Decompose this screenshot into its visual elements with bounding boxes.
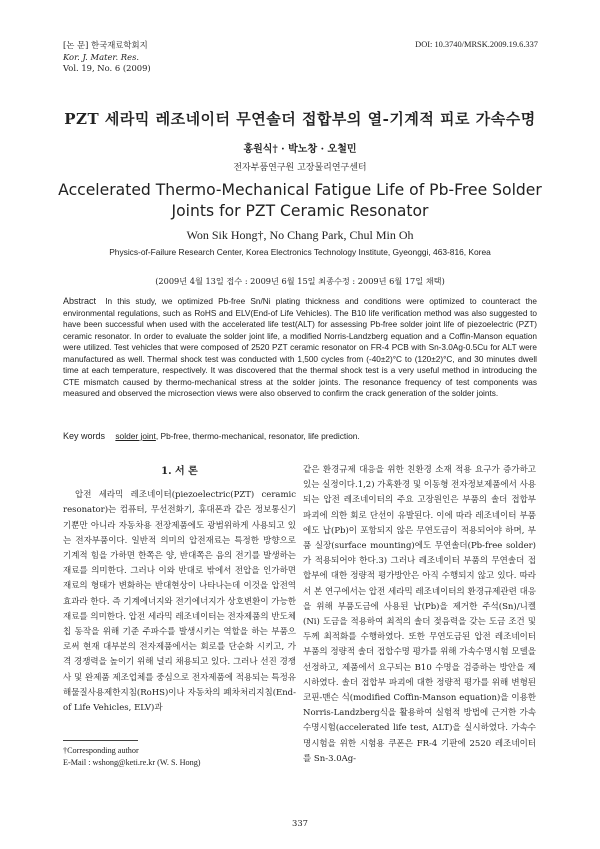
- title-english: Accelerated Thermo-Mechanical Fatigue Life of Pb-Free Solder Joints for PZT Ceramic Resonator: [58, 181, 542, 220]
- body-paragraph-right: 같은 환경규제 대응을 위한 친환경 소재 적용 요구가 증가하고 있는 실정이다.1,2) 가혹환경 및 이동형 전자정보제품에서 사용되는 압전 레조네이터의 주요 고장원인은 부품의 솔더 접합부 파괴에 의한 회로 단선이 유발된다. 이에 따라 레조네이터 부품에도 납(Pb)이 포함되지 않은 무연도금이 적용되어야 하며, 부품 실장(surface mounting)에도 무연솔더(Pb-free solder)가 적용되어야 한다.3) 그러나 레조네이터 부품의 무연솔더 접합부에 대한 정량적 평가방안은 아직 수행되지 않고 있다. 따라서 본 연구에서는 압전 세라믹 레조네이터의 환경규제관련 대응을 위해 부품도금에 사용된 납(Pb)을 제거한 주석(Sn)/니켈(Ni) 도금을 적용하여 최적의 솔더 젖음력을 갖는 도금 조건 및 두께 최적화를 수행하였다. 또한 무연도금된 압전 레조네이터 부품의 정량적 솔더 접합수명 평가를 위해 가속수명시험 모델을 선정하고, 제품에서 요구되는 B10 수명을 검증하는 방안을 제시하였다. 솔더 접합부 파괴에 대한 정량적 평가를 위해 변형된 코핀-맨슨 식(modified Coffin-Manson equation)을 이용한 Norris-Landzberg식을 활용하여 실험적 방법에 근거한 가속수명시험(accelerated life test, ALT)을 실시하였다. 가속수명시험을 위한 시험용 쿠폰은 FR-4 기판에 2520 레조네이터를 Sn-3.0Ag-: [303, 465, 536, 764]
- affiliation-english: Physics-of-Failure Research Center, Korea Electronics Technology Institute, Gyeonggi, 463-816, Korea: [109, 247, 491, 257]
- title-korean: PZT 세라믹 레조네이터 무연솔더 접합부의 열-기계적 피로 가속수명: [64, 110, 536, 128]
- authors-english: Won Sik Hong†, No Chang Park, Chul Min Oh: [186, 228, 414, 242]
- left-column: [63, 460, 296, 716]
- journal-volume: Vol. 19, No. 6 (2009): [63, 63, 151, 73]
- keywords-list: , Pb-free, thermo-mechanical, resonator, life prediction.: [155, 431, 360, 441]
- keywords-label: Key words: [63, 431, 106, 441]
- right-column: [303, 463, 536, 767]
- page-number: 337: [292, 818, 308, 828]
- submission-dates: (2009년 4월 13일 접수 : 2009년 6월 15일 최종수정 : 2009년 6월 17일 채택): [155, 276, 445, 286]
- author-email: E-Mail : wshong@keti.re.kr (W. S. Hong): [63, 758, 201, 767]
- affiliation-korean: 전자부품연구원 고장물리연구센터: [233, 163, 367, 173]
- keywords: [63, 431, 537, 441]
- journal-header: [63, 40, 151, 75]
- footnote: [63, 745, 296, 769]
- abstract-text: In this study, we optimized Pb-free Sn/Ni plating thickness and conditions were optimized to counteract the environmental regulations, such as RoHS and ELV(End-of Life Vehicles). The B10 life verification method was also suggested to have been successful when used with the accelerated life test(ALT) for assessing Pb-free solder joint life of piezoelectric (PZT) ceramic resonator. In order to evaluate the solder joint life, a modified Norris-Landzberg equation and a Coffin-Manson equation were utilized. Test vehicles that were composed of 2520 PZT ceramic resonator on FR-4 PCB with Sn-3.0Ag-0.5Cu for ALT were manufactured as well. Thermal shock test was conducted with 1,500 cycles from (-40±2)°C to (120±2)°C, and 30 minutes dwell time at each temperature, respectively. It was discovered that the thermal shock test is a very useful method in introducing the CTE mismatch caused by thermo-mechanical stress at the solder joints. The resonance frequency of test components was measured and observed the microsection views were also observed to confirm the crack generation of the solder joints.: [63, 297, 537, 398]
- abstract-label: Abstract: [63, 296, 97, 306]
- journal-name-en: Kor. J. Mater. Res.: [63, 51, 140, 62]
- corresponding-author: †Corresponding author: [63, 746, 139, 755]
- section-title: 1. 서 론: [161, 466, 198, 477]
- keyword-link[interactable]: solder joint: [115, 431, 156, 441]
- authors-korean: 홍원식† · 박노창 · 오철민: [243, 144, 357, 155]
- journal-name-ko: [논 문] 한국재료학회지: [63, 40, 148, 50]
- body-paragraph-left: 압전 세라믹 레조네이터(piezoelectric(PZT) ceramic resonator)는 컴퓨터, 무선전화기, 휴대폰과 같은 정보통신기기뿐만 아니라 자동차용 전장제품에도 광범위하게 사용되고 있는 전자부품이다. 일반적 의미의 압전재료는 특정한 방향으로 기계적 힘을 가하면 한쪽은 양, 반대쪽은 음의 전기를 발생하는 재료를 의미한다. 그러나 이와 반대로 밖에서 전압을 인가하면 재료의 형태가 변화하는 반대현상이 나타나는데 이것을 압전역효과라 한다. 즉 기계에너지와 전기에너지가 상호변환이 가능한 재료를 의미한다. 압전 세라믹 레조네이터는 전자제품의 반도체 칩 동작을 위해 기준 주파수를 발생시키는 역할을 하는 부품으로써 현재 대부분의 전자제품에서는 회로를 단순화 시키고, 가격 경쟁력을 높이기 위해 널리 채용되고 있다. 그러나 선진 경쟁사 및 완제품 제조업체를 중심으로 전자제품에 적용되는 특정유해물질사용제한지침(RoHS)이나 자동차의 폐차처리지침(End-of Life Vehicles, ELV)과: [63, 490, 296, 714]
- doi: DOI: 10.3740/MRSK.2009.19.6.337: [415, 40, 538, 49]
- abstract: [63, 296, 537, 400]
- footnote-divider: [63, 740, 138, 741]
